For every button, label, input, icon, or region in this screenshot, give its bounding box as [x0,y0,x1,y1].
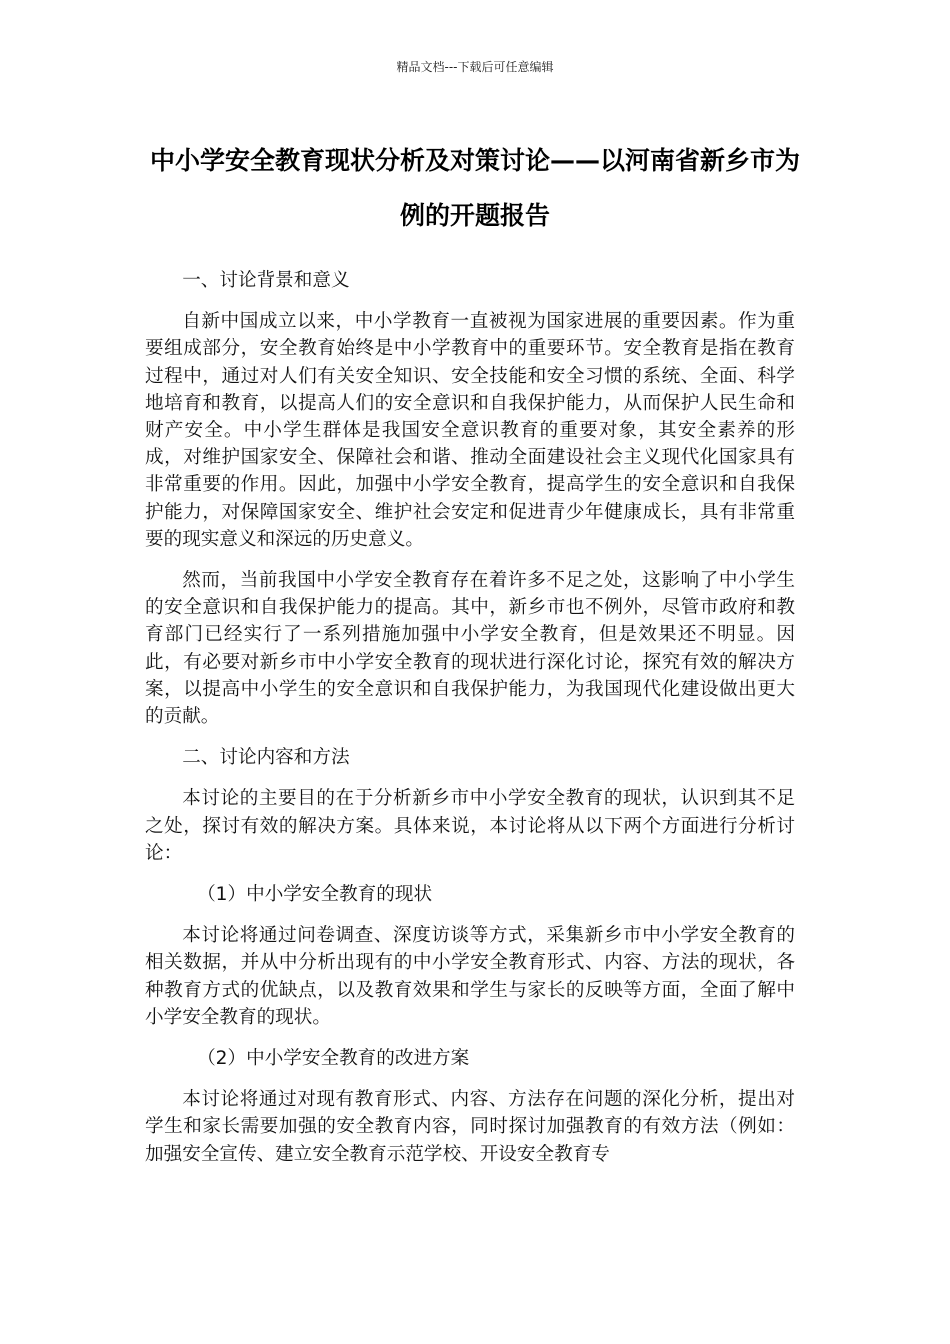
document-title: 中小学安全教育现状分析及对策讨论——以河南省新乡市为例的开题报告 [149,146,800,230]
paragraph-content-intro: 本讨论的主要目的在于分析新乡市中小学安全教育的现状，认识到其不足之处，探讨有效的解决方案。具体来说，本讨论将从以下两个方面进行分析讨论： [145,788,795,864]
section-heading-content-method: 二、讨论内容和方法 [182,747,350,769]
section-heading-background: 一、讨论背景和意义 [182,270,350,291]
subheading-status: （1）中小学安全教育的现状 [197,884,433,906]
paragraph-status: 本讨论将通过问卷调查、深度访谈等方式，采集新乡市中小学安全教育的相关数据，并从中分析出现有的中小学安全教育形式、内容、方法的现状，各种教育方式的优缺点，以及教育效果和学生与家长的反映等方面，全面了解中小学安全教育的现状。 [145,925,795,1028]
page-header-note: 精品文档---下载后可任意编辑 [396,60,554,74]
paragraph-improvement: 本讨论将通过对现有教育形式、内容、方法存在问题的深化分析，提出对学生和家长需要加强的安全教育内容，同时探讨加强教育的有效方法（例如：加强安全宣传、建立安全教育示范学校、开设安全教育专 [145,1089,795,1165]
paragraph-background-2: 然而，当前我国中小学安全教育存在着许多不足之处，这影响了中小学生的安全意识和自我保护能力的提高。其中，新乡市也不例外，尽管市政府和教育部门已经实行了一系列措施加强中小学安全教育，但是效果还不明显。因此，有必要对新乡市中小学安全教育的现状进行深化讨论，探究有效的解决方案，以提高中小学生的安全意识和自我保护能力，为我国现代化建设做出更大的贡献。 [145,570,795,728]
document-body [145,267,795,1182]
subheading-improvement: （2）中小学安全教育的改进方案 [197,1048,470,1070]
paragraph-background-1: 自新中国成立以来，中小学教育一直被视为国家进展的重要因素。作为重要组成部分，安全教育始终是中小学教育中的重要环节。安全教育是指在教育过程中，通过对人们有关安全知识、安全技能和安全习惯的系统、全面、科学地培育和教育，以提高人们的安全意识和自我保护能力，从而保护人民生命和财产安全。中小学生群体是我国安全意识教育的重要对象，其安全素养的形成，对维护国家安全、保障社会和谐、推动全面建设社会主义现代化国家具有非常重要的作用。因此，加强中小学安全教育，提高学生的安全意识和自我保护能力，对保障国家安全、维护社会安定和促进青少年健康成长，具有非常重要的现实意义和深远的历史意义。 [145,311,795,550]
